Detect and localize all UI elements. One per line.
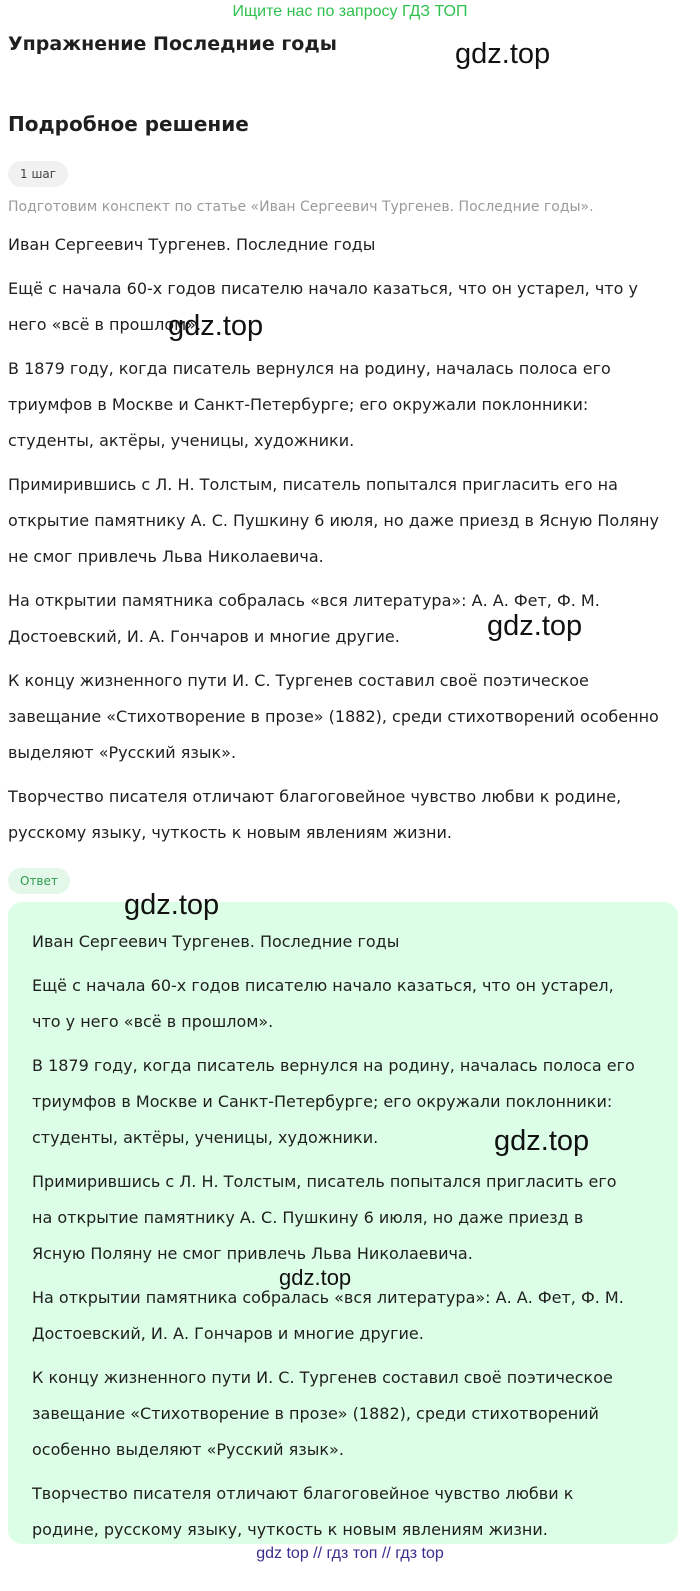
answer-paragraph: В 1879 году, когда писатель вернулся на родину, началась полоса его триумфов в Москве и Санкт-Петербурге; его окружали поклонники: студенты, актёры, ученицы, художники. [32, 1056, 635, 1147]
watermark: gdz.top [455, 38, 551, 70]
solution-paragraph: Иван Сергеевич Тургенев. Последние годы [8, 235, 376, 254]
watermark: gdz.top [124, 889, 220, 921]
footer-separator: // [313, 1545, 323, 1562]
step-badge: 1 шаг [8, 161, 68, 187]
section-title: Подробное решение [8, 112, 249, 136]
answer-paragraph: Творчество писателя отличают благоговейное чувство любви к родине, русскому языку, чуткость к новым явлениям жизни. [32, 1484, 574, 1539]
answer-badge: Ответ [8, 868, 70, 894]
answer-paragraph: На открытии памятника собралась «вся литература»: А. А. Фет, Ф. М. Достоевский, И. А. Гончаров и многие другие. [32, 1288, 624, 1343]
intro-text: Подготовим конспект по статье «Иван Сергеевич Тургенев. Последние годы». [8, 199, 594, 215]
solution-paragraph: Творчество писателя отличают благоговейное чувство любви к родине, русскому языку, чуткость к новым явлениям жизни. [8, 787, 622, 842]
watermark: gdz.top [494, 1125, 590, 1157]
page-title: Упражнение Последние годы [8, 33, 337, 55]
search-hint-banner: Ищите нас по запросу ГДЗ ТОП [232, 3, 468, 20]
watermark: gdz.top [279, 1265, 352, 1290]
footer-link[interactable]: гдз топ [326, 1545, 378, 1562]
answer-paragraph: Ещё с начала 60-х годов писателю начало казаться, что он устарел, что у него «всё в прошлом». [32, 976, 614, 1031]
watermark: gdz.top [168, 310, 264, 342]
solution-paragraph: Примирившись с Л. Н. Толстым, писатель попытался пригласить его на открытие памятнику А. С. Пушкину 6 июля, но даже приезд в Ясную Поляну не смог привлечь Льва Николаевича. [8, 475, 659, 566]
answer-paragraph: Примирившись с Л. Н. Толстым, писатель попытался пригласить его на открытие памятнику А. С. Пушкину 6 июля, но даже приезд в Ясную Поляну не смог привлечь Льва Николаевича. [32, 1172, 617, 1263]
solution-paragraph: В 1879 году, когда писатель вернулся на родину, началась полоса его триумфов в Москве и Санкт-Петербурге; его окружали поклонники: студенты, актёры, ученицы, художники. [8, 359, 611, 450]
solution-paragraph: К концу жизненного пути И. С. Тургенев составил своё поэтическое завещание «Стихотворение в прозе» (1882), среди стихотворений особенно выделяют «Русский язык». [8, 671, 659, 762]
answer-paragraph: К концу жизненного пути И. С. Тургенев составил своё поэтическое завещание «Стихотворение в прозе» (1882), среди стихотворений особенно выделяют «Русский язык». [32, 1368, 613, 1459]
footer-link[interactable]: гдз top [395, 1545, 444, 1562]
footer-links [0, 1543, 700, 1565]
solution-paragraph: Ещё с начала 60-х годов писателю начало казаться, что он устарел, что у него «всё в прошлом». [8, 279, 638, 334]
footer-separator: // [381, 1545, 391, 1562]
footer-link[interactable]: gdz top [256, 1545, 309, 1562]
watermark: gdz.top [487, 610, 583, 642]
solution-paragraph: На открытии памятника собралась «вся литература»: А. А. Фет, Ф. М. Достоевский, И. А. Гончаров и многие другие. [8, 591, 600, 646]
answer-box [8, 902, 678, 1544]
solution-content [8, 227, 678, 859]
answer-paragraph: Иван Сергеевич Тургенев. Последние годы [32, 932, 400, 951]
